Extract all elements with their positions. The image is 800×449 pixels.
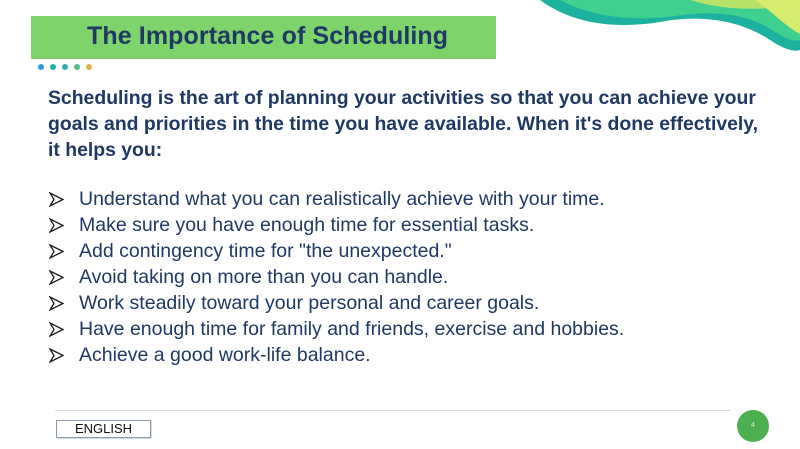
bullet-text: Have enough time for family and friends, exercise and hobbies. (79, 318, 625, 340)
dot (74, 64, 80, 70)
arrow-bullet-icon (49, 270, 64, 285)
footer-divider (55, 410, 730, 411)
dot (62, 64, 68, 70)
bullet-text: Understand what you can realistically achieve with your time. (79, 188, 605, 210)
arrow-bullet-icon (49, 348, 64, 363)
decorative-wave (500, 0, 800, 60)
bullet-text: Make sure you have enough time for essential tasks. (79, 214, 535, 236)
intro-paragraph: Scheduling is the art of planning your activities so that you can achieve your goals and priorities in the time you have available. When it's done effectively, it helps you: (48, 87, 759, 161)
language-button[interactable]: ENGLISH (56, 420, 151, 438)
arrow-bullet-icon (49, 296, 64, 311)
arrow-bullet-icon (49, 192, 64, 207)
arrow-bullet-icon (49, 218, 64, 233)
dot (38, 64, 44, 70)
page-number-badge: 4 (737, 410, 769, 442)
bullet-text: Add contingency time for "the unexpected." (79, 240, 452, 262)
arrow-bullet-icon (49, 322, 64, 337)
decorative-dots (38, 64, 92, 72)
title-banner (31, 16, 496, 59)
dot (86, 64, 92, 70)
bullet-text: Avoid taking on more than you can handle. (79, 266, 449, 288)
bullet-text: Work steadily toward your personal and career goals. (79, 292, 540, 314)
arrow-bullet-icon (49, 244, 64, 259)
dot (50, 64, 56, 70)
slide-title: The Importance of Scheduling (87, 22, 449, 50)
bullet-text: Achieve a good work-life balance. (79, 344, 371, 366)
